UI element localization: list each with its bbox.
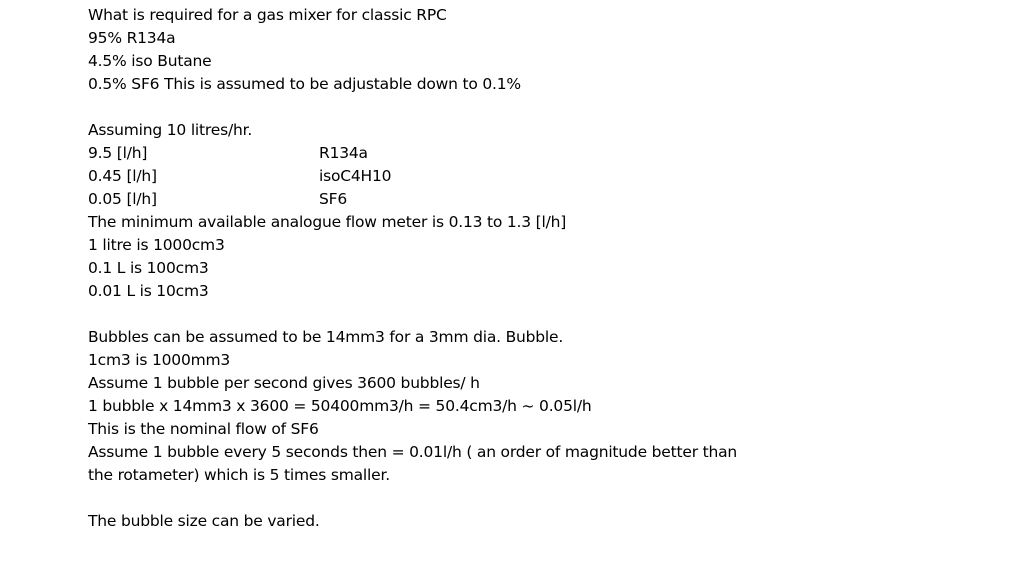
spacer <box>88 487 988 510</box>
bubble-line: This is the nominal flow of SF6 <box>88 420 319 438</box>
bubble-line: Assume 1 bubble every 5 seconds then = 0.01l/h ( an order of magnitude better than <box>88 443 738 461</box>
mix-line-r134a: 95% R134a <box>88 29 176 47</box>
flow-row <box>88 188 988 211</box>
flow-gas: isoC4H10 <box>319 167 392 185</box>
flow-gas: R134a <box>319 144 368 162</box>
flow-rate: 0.05 [l/h] <box>88 190 157 208</box>
bubble-line: Assume 1 bubble per second gives 3600 bubbles/ h <box>88 374 480 392</box>
flow-note: 0.1 L is 100cm3 <box>88 259 209 277</box>
bubble-line: 1 bubble x 14mm3 x 3600 = 50400mm3/h = 50.4cm3/h ~ 0.05l/h <box>88 397 592 415</box>
mix-line-isobutane: 4.5% iso Butane <box>88 52 212 70</box>
spacer <box>88 303 988 326</box>
bubble-line: the rotameter) which is 5 times smaller. <box>88 466 390 484</box>
flow-assumption: Assuming 10 litres/hr. <box>88 121 253 139</box>
flow-note: The minimum available analogue flow meter is 0.13 to 1.3 [l/h] <box>88 213 567 231</box>
flow-row <box>88 142 988 165</box>
flow-rate: 9.5 [l/h] <box>88 144 148 162</box>
slide-title: What is required for a gas mixer for classic RPC <box>88 6 447 24</box>
mix-line-sf6: 0.5% SF6 This is assumed to be adjustable down to 0.1% <box>88 75 521 93</box>
flow-gas: SF6 <box>319 190 348 208</box>
flow-note: 1 litre is 1000cm3 <box>88 236 225 254</box>
bubble-line: 1cm3 is 1000mm3 <box>88 351 231 369</box>
flow-note: 0.01 L is 10cm3 <box>88 282 209 300</box>
closing-note: The bubble size can be varied. <box>88 512 320 530</box>
flow-rate: 0.45 [l/h] <box>88 167 157 185</box>
bubble-line: Bubbles can be assumed to be 14mm3 for a 3mm dia. Bubble. <box>88 328 564 346</box>
slide-body <box>88 4 988 533</box>
flow-row <box>88 165 988 188</box>
spacer <box>88 96 988 119</box>
